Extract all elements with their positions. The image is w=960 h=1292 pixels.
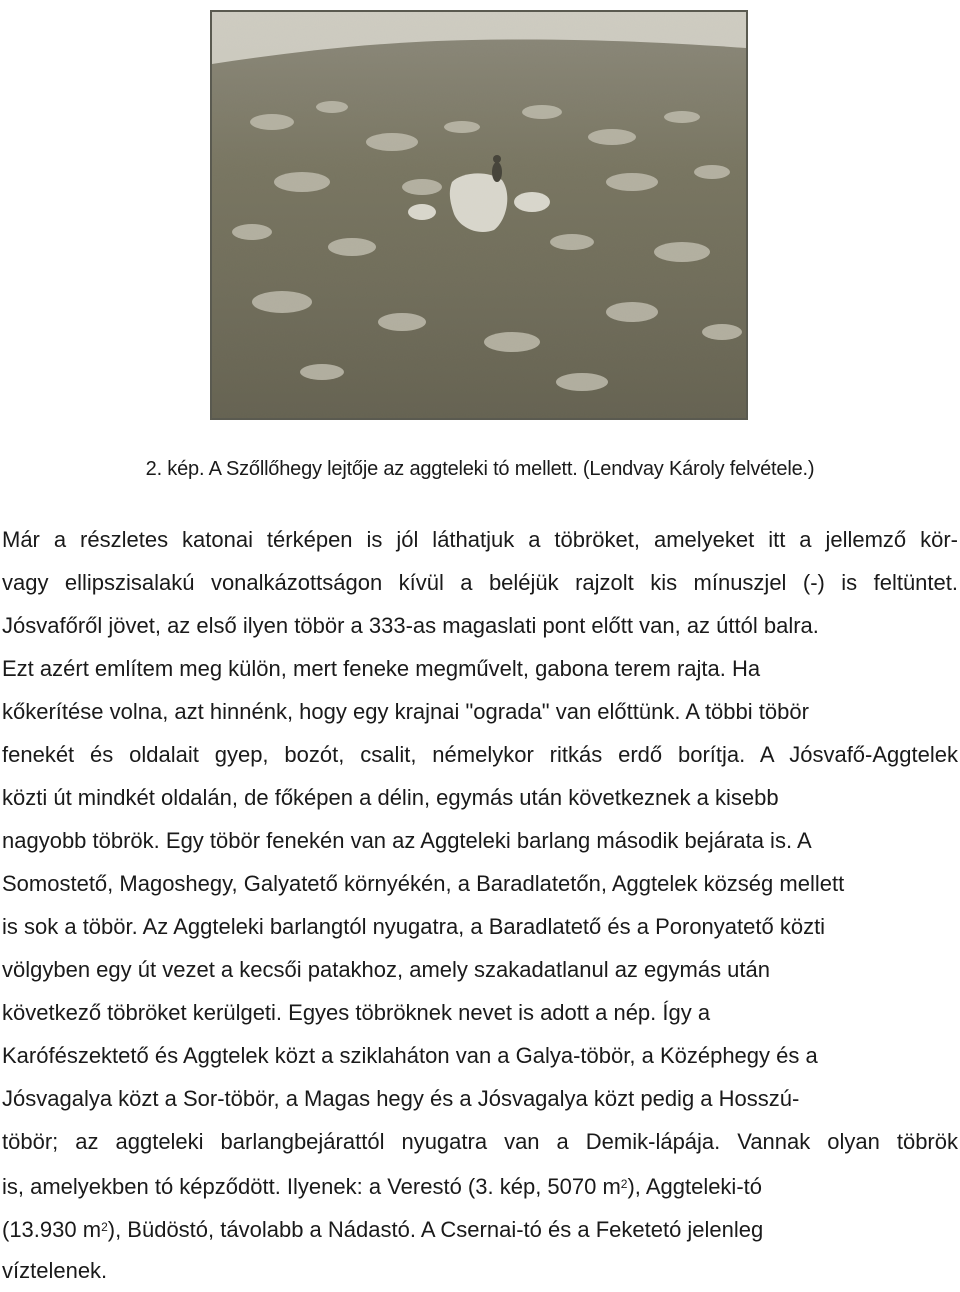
text-line: nagyobb töbrök. Egy töbör fenekén van az Aggteleki barlang második bejárata is. A <box>2 828 812 853</box>
text-line: kőkerítése volna, azt hinnénk, hogy egy krajnai "ograda" van előttünk. A többi töbör <box>2 699 809 724</box>
text-line <box>2 1163 958 1206</box>
superscript: 2 <box>101 1220 108 1234</box>
text-line: következő töbröket kerülgeti. Egyes töbröknek nevet is adott a nép. Így a <box>2 1000 711 1025</box>
text-line: Ezt azért említem meg külön, mert feneke megművelt, gabona terem rajta. Ha <box>2 656 761 681</box>
text-line: közti út mindkét oldalán, de főképen a délin, egymás után következnek a kisebb <box>2 785 779 810</box>
text-line: fenekét és oldalait gyep, bozót, csalit, némelykor ritkás erdő borítja. A Jósvafő-Aggtelek <box>2 742 958 767</box>
text-line <box>2 1206 958 1249</box>
text-line: töbör; az aggteleki barlangbejárattól nyugatra van a Demik-lápája. Vannak olyan töbrök <box>2 1129 958 1154</box>
text-fragment: ), Aggteleki-tó <box>627 1174 762 1199</box>
text-line: Már a részletes katonai térképen is jól láthatjuk a töbröket, amelyeket itt a jellemző kör- <box>2 527 958 552</box>
text-fragment: ), Büdöstó, távolabb a Nádastó. A Csernai-tó és a Feketetó jelenleg <box>107 1217 764 1242</box>
text-line: Jósvafőről jövet, az első ilyen töbör a 333-as magaslati pont előtt van, az úttól balra. <box>2 613 819 638</box>
text-fragment: (13.930 m <box>2 1217 102 1242</box>
hillside-photo-image <box>212 12 746 418</box>
body-paragraph <box>2 518 958 1292</box>
figure-caption: 2. kép. A Szőllőhegy lejtője az aggteleki tó mellett. (Lendvay Károly felvétele.) <box>145 458 815 480</box>
text-line: víztelenek. <box>2 1258 108 1283</box>
text-line: Somostető, Magoshegy, Galyatető környékén, a Baradlatetőn, Aggtelek község mellett <box>2 871 845 896</box>
text-line: vagy ellipszisalakú vonalkázottságon kívül a beléjük rajzolt kis mínuszjel (-) is feltüntet. <box>2 570 958 595</box>
landscape-photo <box>210 10 748 420</box>
text-line: Karófészektető és Aggtelek közt a sziklaháton van a Galya-töbör, a Középhegy és a <box>2 1043 818 1068</box>
text-fragment: is, amelyekben tó képződött. Ilyenek: a Verestó (3. kép, 5070 m <box>2 1174 621 1199</box>
superscript: 2 <box>620 1177 628 1191</box>
text-line: Jósvagalya közt a Sor-töbör, a Magas hegy és a Jósvagalya közt pedig a Hosszú- <box>2 1086 800 1111</box>
text-line: is sok a töbör. Az Aggteleki barlangtól nyugatra, a Baradlatető és a Poronyatető közti <box>2 914 826 939</box>
text-line: völgyben egy út vezet a kecsői patakhoz, amely szakadatlanul az egymás után <box>2 957 771 982</box>
